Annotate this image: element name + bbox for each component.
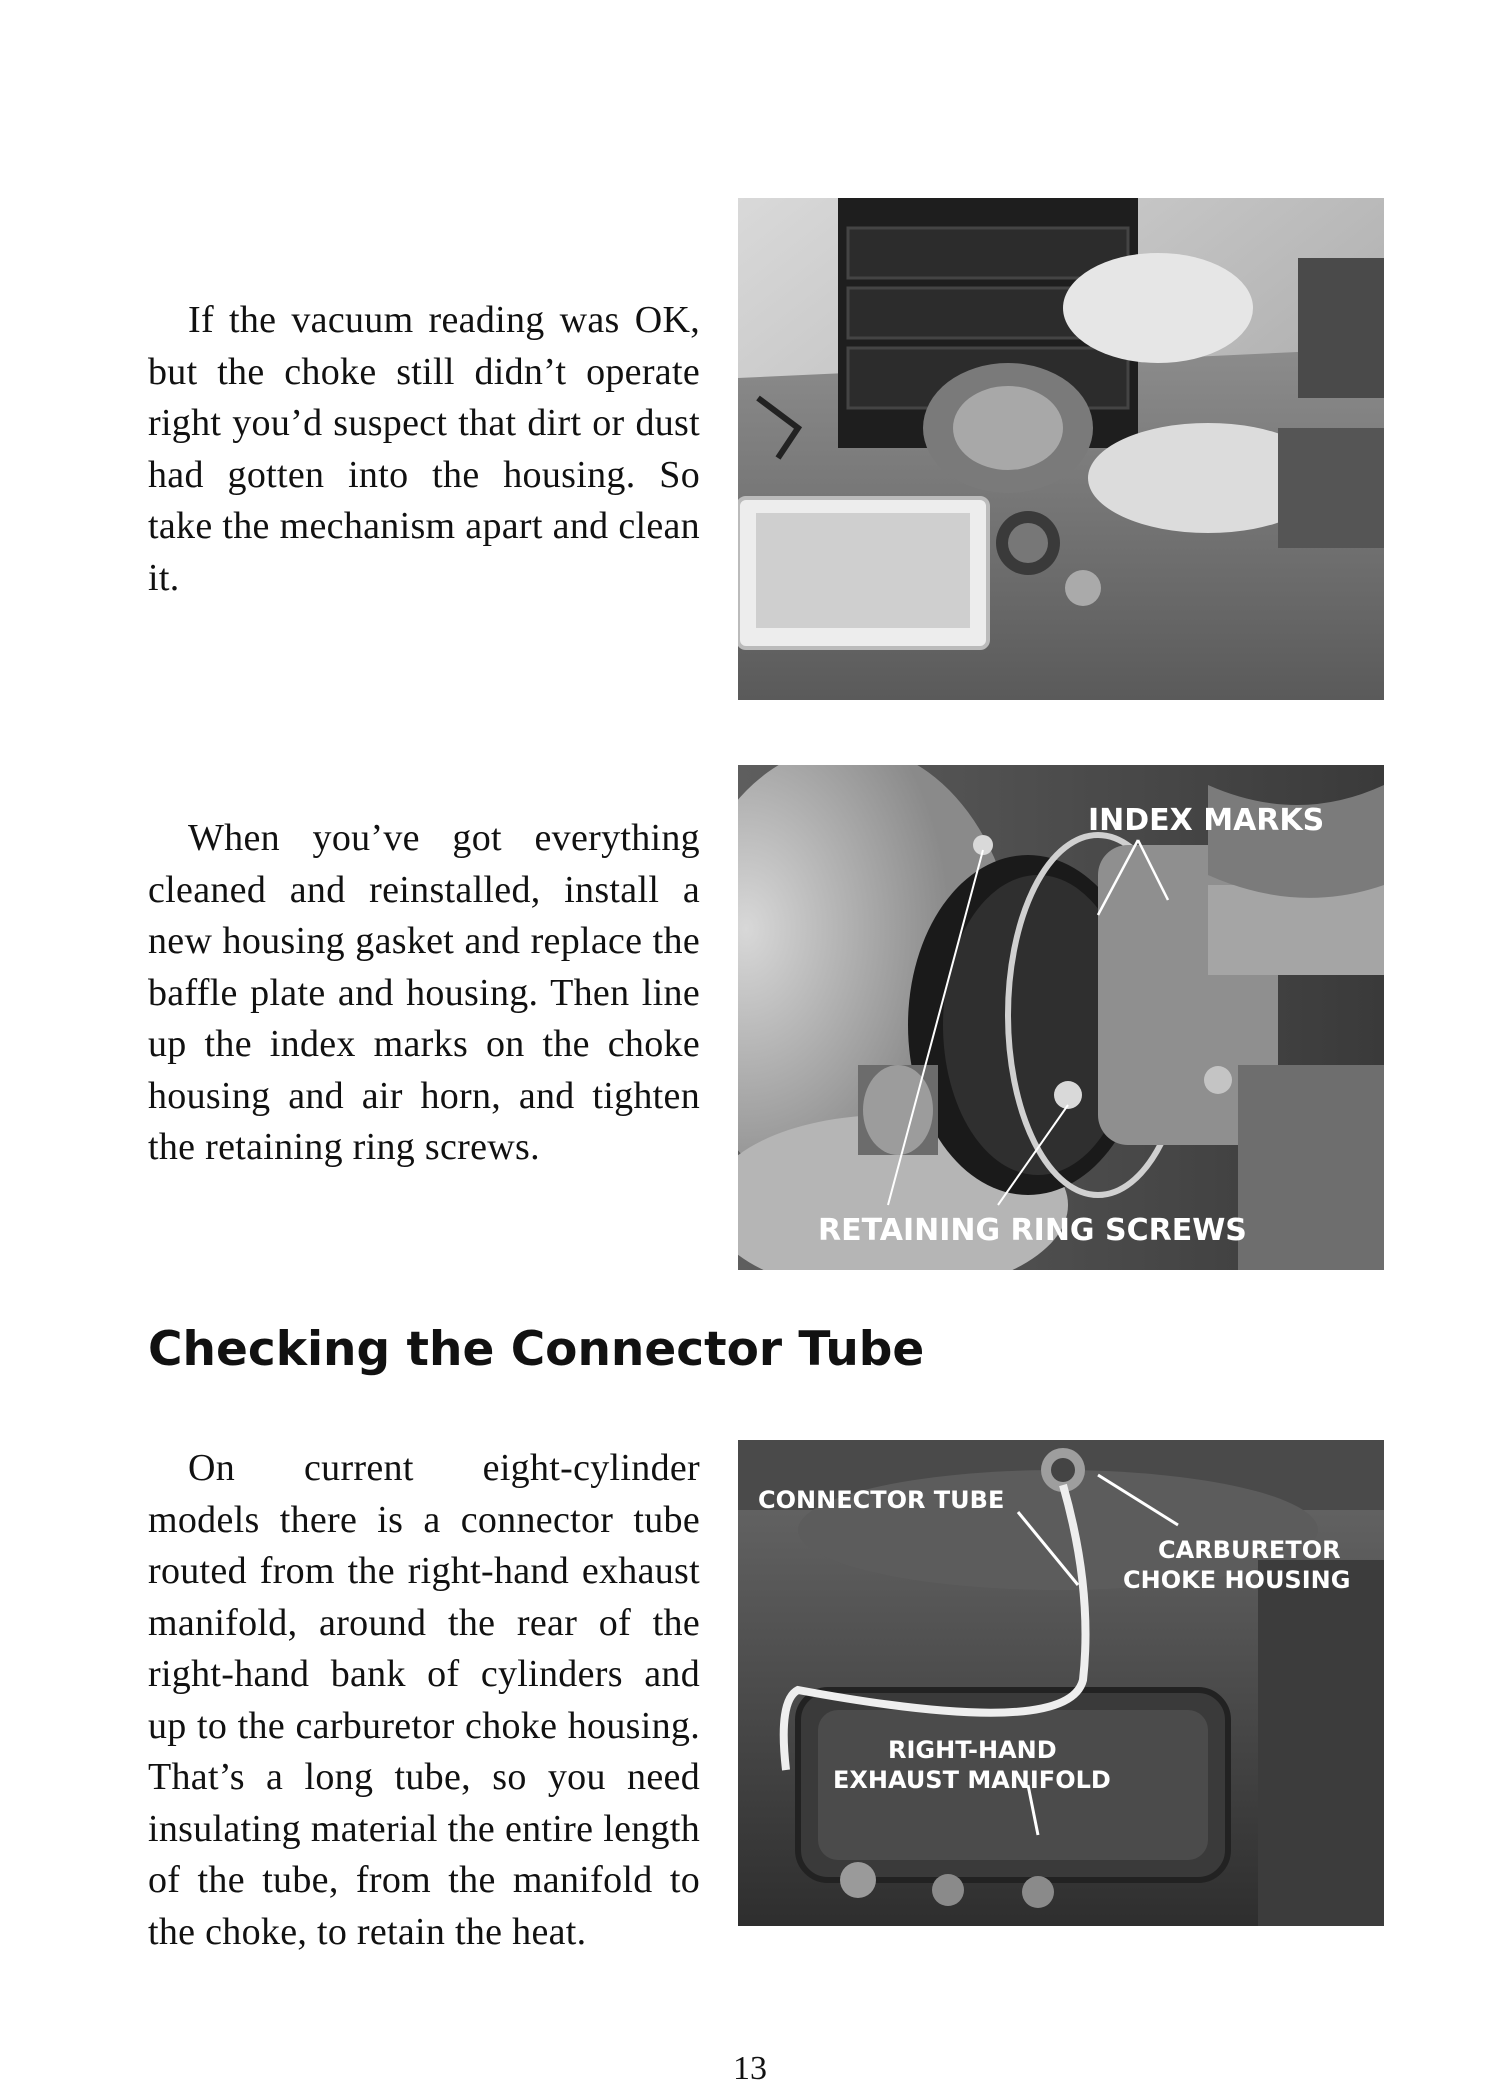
connector-tube-callout: CONNECTOR TUBE xyxy=(758,1486,1005,1514)
engine-connector-tube-photo xyxy=(738,1440,1384,1926)
connector-tube-paragraph: On current eight-cylinder models there is a connector tube routed from the right-hand exhaust manifold, around the rear of the right-hand bank of cylinders and up to the carburetor choke housing. That’s a long tube, so you need insulating material the entire length of the tube, from the manifold to the choke, to retain the heat. xyxy=(148,1447,700,1953)
carburetor-workbench-illustration xyxy=(738,198,1384,700)
page-number: 13 xyxy=(733,2050,767,2087)
carburetor-workbench-photo xyxy=(738,198,1384,700)
manifold-callout-line1: RIGHT-HAND xyxy=(888,1736,1057,1764)
cleaning-paragraph: If the vacuum reading was OK, but the choke still didn’t operate right you’d suspect that dirt or dust had gotten into the housing. So take the mechanism apart and clean it. xyxy=(148,299,700,599)
index-marks-callout: INDEX MARKS xyxy=(1088,803,1325,838)
choke-housing-photo xyxy=(738,765,1384,1270)
carburetor-callout-line2: CHOKE HOUSING xyxy=(1123,1566,1351,1594)
section-heading: Checking the Connector Tube xyxy=(148,1322,925,1377)
reinstall-paragraph: When you’ve got everything cleaned and reinstalled, install a new housing gasket and replace the baffle plate and housing. Then line up the index marks on the choke housing and air horn, and tighten the retaining ring screws. xyxy=(148,817,700,1168)
choke-housing-illustration xyxy=(738,765,1384,1270)
manifold-callout-line2: EXHAUST MANIFOLD xyxy=(833,1766,1111,1794)
carburetor-callout-line1: CARBURETOR xyxy=(1158,1536,1341,1564)
engine-connector-tube-illustration xyxy=(738,1440,1384,1926)
retaining-ring-screws-callout: RETAINING RING SCREWS xyxy=(818,1213,1247,1248)
